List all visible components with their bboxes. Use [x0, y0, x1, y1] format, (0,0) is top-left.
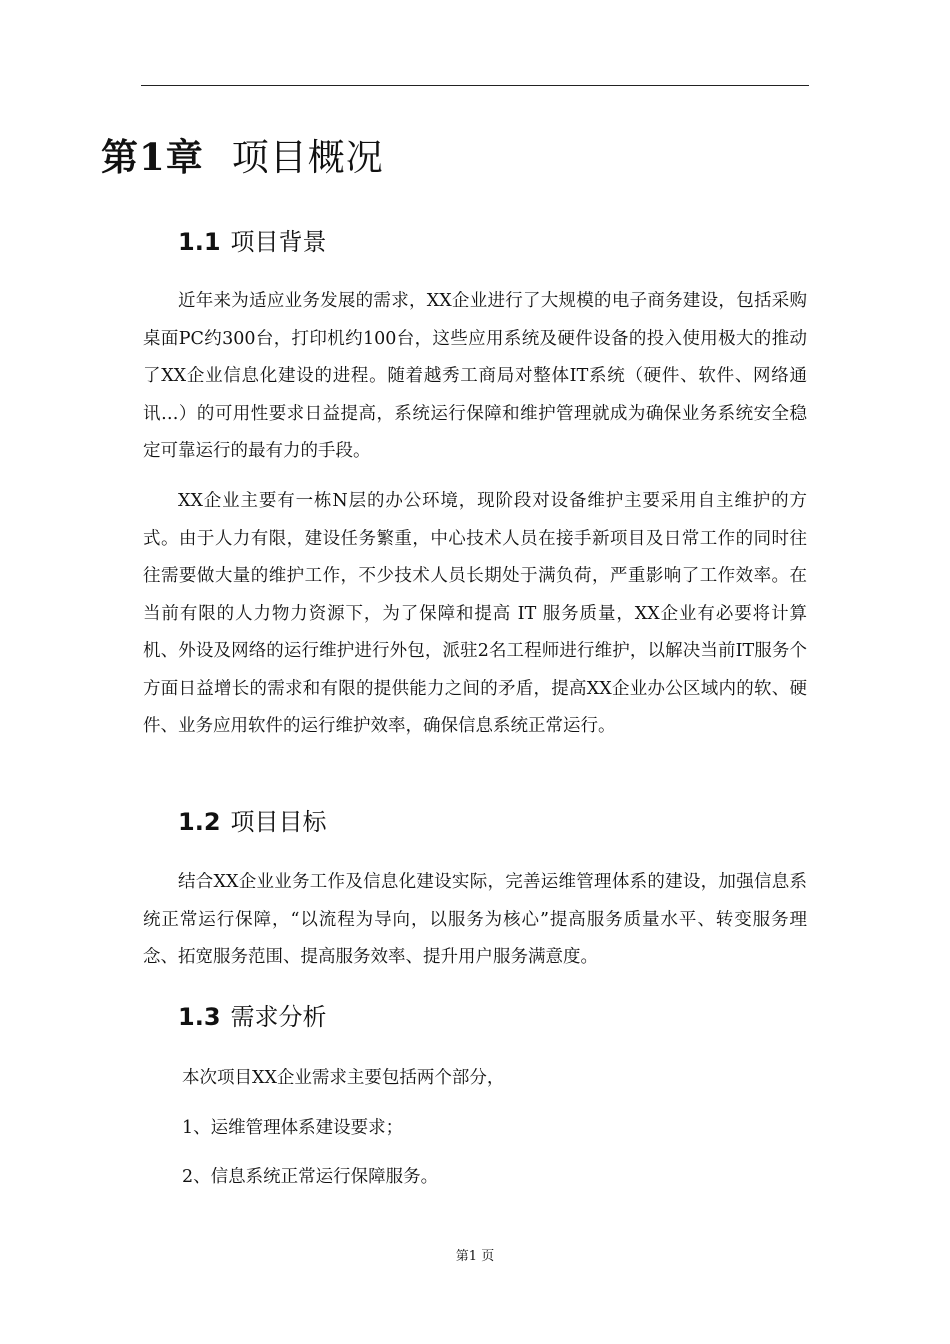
section-heading-1-3	[178, 1000, 327, 1034]
header-rule	[141, 85, 809, 86]
paragraph-goal: 结合XX企业业务工作及信息化建设实际，完善运维管理体系的建设，加强信息系统正常运行保障，“以流程为导向，以服务为核心”提高服务质量水平、转变服务理念、拓宽服务范围、提高服务效率、提升用户服务满意度。	[143, 872, 807, 967]
paragraph-background-2: XX企业主要有一栋N层的办公环境，现阶段对设备维护主要采用自主维护的方式。由于人力有限，建设任务繁重，中心技术人员在接手新项目及日常工作的同时往往需要做大量的维护工作，不少技术人员长期处于满负荷，严重影响了工作效率。在当前有限的人力物力资源下，为了保障和提高 IT 服务质量，XX企业有必要将计算机、外设及网络的运行维护进行外包，派驻2名工程师进行维护，以解决当前IT服务个方面日益增长的需求和有限的提供能力之间的矛盾，提高XX企业办公区域内的软、硬件、业务应用软件的运行维护效率，确保信息系统正常运行。	[143, 491, 807, 736]
section-heading-1-1	[178, 225, 327, 259]
section-title-text: 需求分析	[230, 1003, 327, 1031]
requirements-intro: 本次项目XX企业需求主要包括两个部分，	[182, 1068, 505, 1088]
paragraph-background-1: 近年来为适应业务发展的需求，XX企业进行了大规模的电子商务建设，包括采购桌面PC约300台，打印机约100台，这些应用系统及硬件设备的投入使用极大的推动了XX企业信息化建设的进程。随着越秀工商局对整体IT系统（硬件、软件、网络通讯…）的可用性要求日益提高，系统运行保障和维护管理就成为确保业务系统安全稳定可靠运行的最有力的手段。	[143, 291, 807, 461]
section-number: 1.1	[178, 228, 221, 256]
chapter-title-text: 项目概况	[231, 136, 384, 179]
section-title-text: 项目目标	[230, 808, 327, 836]
chapter-number: 第1章	[101, 135, 204, 179]
section-number: 1.3	[178, 1003, 221, 1031]
requirements-item-2: 2、信息系统正常运行保障服务。	[182, 1167, 439, 1187]
requirements-item-1: 1、运维管理体系建设要求；	[182, 1118, 404, 1138]
section-heading-1-2	[178, 805, 327, 839]
page-number: 第1 页	[455, 1249, 495, 1264]
section-number: 1.2	[178, 808, 221, 836]
chapter-title	[101, 132, 384, 183]
section-title-text: 项目背景	[230, 228, 327, 256]
